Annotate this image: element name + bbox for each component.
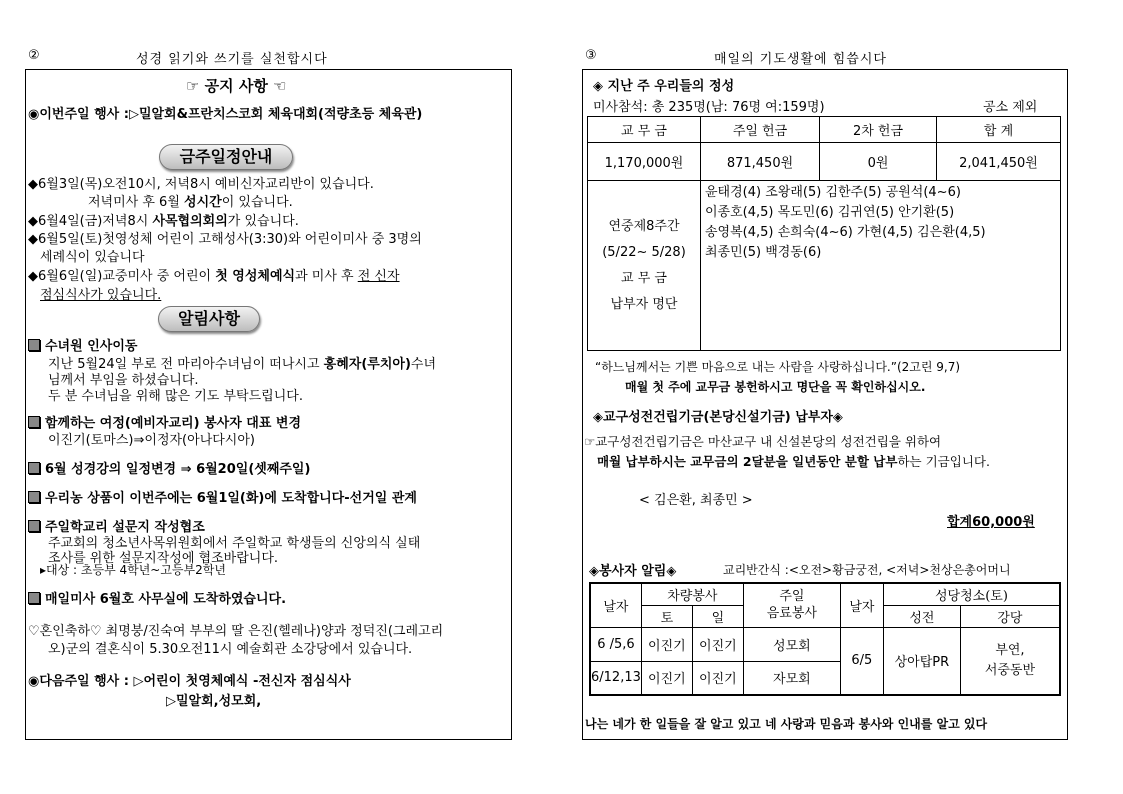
right-panel xyxy=(582,69,1068,740)
col-sun: 일 xyxy=(692,605,743,627)
left-page-header: 성경 읽기와 쓰기를 실천합시다 xyxy=(136,52,328,67)
r2-sat: 이진기 xyxy=(641,661,692,695)
item-5-line-2: 조사를 위한 설문지작성에 협조바랍니다. xyxy=(48,551,279,566)
donor-names: 윤태경(4) 조왕래(5) 김한주(5) 공원석(4~6) 이종호(4,5) 목도민(6) 김귀연(5) 안기환(5) 송영복(4,5) 손희숙(4~6) 가현(4,5) 김은환(4,5) 최종민(5) 백경동(6) xyxy=(701,181,1061,351)
attendance-note: 공소 제외 xyxy=(983,100,1038,115)
square-bullet-icon xyxy=(28,462,40,474)
volunteer-title: ◈봉사자 알림◈ xyxy=(589,564,677,579)
volunteer-table xyxy=(589,582,1061,696)
next-week-event: ◉다음주일 행사 : ▷어린이 첫영체예식 -전신자 점심식사 xyxy=(28,674,351,689)
square-bullet-icon xyxy=(28,520,40,532)
square-bullet-icon xyxy=(28,416,40,428)
volunteer-note: 교리반간식 :<오전>황금궁전, <저녁>천상은총어머니 xyxy=(723,563,1011,577)
schedule-line-3: ◆6월4일(금)저녁8시 사목협의회의가 있습니다. xyxy=(28,214,299,229)
col-date: 날자 xyxy=(590,583,641,627)
item-5-line-1: 주교회의 청소년사목위원회에서 주일학교 학생들의 신앙의식 실태 xyxy=(48,536,421,551)
col-hall: 강당 xyxy=(960,605,1060,627)
left-panel xyxy=(25,69,512,740)
square-bullet-icon xyxy=(28,491,40,503)
schedule-line-5: 세례식이 있습니다 xyxy=(40,250,145,265)
r2-drink: 자모회 xyxy=(743,661,840,695)
header-total: 합 계 xyxy=(937,117,1061,143)
this-week-event: ◉이번주일 행사 :▷밀알회&프란치스코회 체육대회(적량초등 체육관) xyxy=(28,107,423,122)
schedule-line-4: ◆6월5일(토)첫영성체 어린이 고해성사(3:30)와 어린이미사 중 3명의 xyxy=(28,232,422,247)
footer-verse: 나는 네가 한 일들을 잘 알고 있고 네 사랑과 믿음과 봉사와 인내를 알고 있다 xyxy=(585,717,988,731)
quote-2: 매월 첫 주에 교무금 봉헌하시고 명단을 꼭 확인하십시오. xyxy=(625,380,926,394)
notice2-title: 알림사항 xyxy=(158,306,260,332)
col-date2: 날자 xyxy=(840,583,883,627)
value-second: 0원 xyxy=(820,143,937,181)
offering-table xyxy=(587,116,1061,351)
r1-sun: 이진기 xyxy=(692,627,743,661)
square-bullet-icon xyxy=(28,592,40,604)
value-total: 2,041,450원 xyxy=(937,143,1061,181)
square-bullet-icon xyxy=(28,339,40,351)
r1-drink: 성모회 xyxy=(743,627,840,661)
r1-sat: 이진기 xyxy=(641,627,692,661)
clean-hall: 부연, 서중동반 xyxy=(960,627,1060,695)
item-5-title: 주일학교리 설문지 작성협조 xyxy=(28,516,205,535)
item-3-title: 6월 성경강의 일정변경 ⇒ 6월20일(셋째주일) xyxy=(28,458,310,477)
wedding-line-1: ♡혼인축하♡ 최명붕/진숙여 부부의 딸 은진(헬레나)양과 정덕진(그레고리 xyxy=(28,624,444,639)
item-6-title: 매일미사 6월호 사무실에 도착하였습니다. xyxy=(28,588,286,607)
donor-label: 연중제8주간 (5/22~ 5/28) 교 무 금 납부자 명단 xyxy=(588,181,701,351)
item-2-title: 함께하는 여정(예비자교리) 봉사자 대표 변경 xyxy=(28,412,301,431)
fund-line-2: 매월 납부하시는 교무금의 2달분을 일년동안 분할 납부하는 기금입니다. xyxy=(597,454,990,469)
header-tithe: 교 무 금 xyxy=(588,117,701,143)
r2-date: 6/12,13 xyxy=(590,661,641,695)
r2-sun: 이진기 xyxy=(692,661,743,695)
next-week-event-2: ▷밀알회,성모회, xyxy=(166,694,262,709)
item-2-line-1: 이진기(토마스)⇒이정자(아나다시아) xyxy=(48,433,255,448)
value-tithe: 1,170,000원 xyxy=(588,143,701,181)
notice-title: ☞ 공지 사항 ☜ xyxy=(186,77,287,95)
schedule-line-6: ◆6월6일(일)교중미사 중 어린이 첫 영성체예식과 미사 후 전 신자 xyxy=(28,269,400,284)
fund-names: < 김은환, 최종민 > xyxy=(639,493,753,508)
right-page-number: ③ xyxy=(585,48,597,63)
r1-date: 6 /5,6 xyxy=(590,627,641,661)
clean-sanctuary: 상아탑PR xyxy=(883,627,960,695)
wedding-line-2: 오)군의 결혼식이 5.30오전11시 예술회관 소강당에서 있습니다. xyxy=(48,642,413,657)
schedule-title: 금주일정안내 xyxy=(159,144,293,170)
item-1-line-1: 지난 5월24일 부로 전 마리아수녀님이 떠나시고 홍혜자(루치아)수녀 xyxy=(48,357,437,372)
item-5-line-3: ▸대상 : 초등부 4학년~고등부2학년 xyxy=(40,563,226,577)
item-1-title: 수녀원 인사이동 xyxy=(28,335,137,354)
fund-total: 합계60,000원 xyxy=(947,515,1035,530)
col-sanctuary: 성전 xyxy=(883,605,960,627)
col-clean: 성당청소(토) xyxy=(883,583,1060,605)
fund-title: ◈교구성전건립기금(본당신설기금) 납부자◈ xyxy=(593,410,843,425)
attendance: 미사참석: 총 235명(남: 76명 여:159명) xyxy=(593,100,825,115)
item-4-title: 우리농 상품이 이번주에는 6월1일(화)에 도착합니다-선거일 관계 xyxy=(28,487,417,506)
quote: “하느님께서는 기쁜 마음으로 내는 사람을 사랑하십니다.”(2고린 9,7) xyxy=(595,360,961,374)
header-sunday: 주일 헌금 xyxy=(701,117,820,143)
clean-date: 6/5 xyxy=(840,627,883,695)
col-car: 차량봉사 xyxy=(641,583,743,605)
right-page-header: 매일의 기도생활에 힘씁시다 xyxy=(714,52,887,67)
item-1-line-3: 두 분 수녀님을 위해 많은 기도 부탁드립니다. xyxy=(48,389,303,404)
item-1-line-2: 님께서 부임을 하셨습니다. xyxy=(48,373,199,388)
col-sat: 토 xyxy=(641,605,692,627)
value-sunday: 871,450원 xyxy=(701,143,820,181)
fund-line-1: ☞교구성전건립기금은 마산교구 내 신설본당의 성전건립을 위하여 xyxy=(584,434,942,449)
schedule-line-1: ◆6월3일(목)오전10시, 저녁8시 예비신자교리반이 있습니다. xyxy=(28,177,374,192)
header-second: 2차 헌금 xyxy=(820,117,937,143)
left-page-number: ② xyxy=(28,48,40,63)
schedule-line-7: 점심식사가 있습니다. xyxy=(40,288,162,303)
col-drink: 주일 음료봉사 xyxy=(743,583,840,627)
offering-title: ◈ 지난 주 우리들의 정성 xyxy=(593,79,735,94)
schedule-line-2: 저녁미사 후 6월 성시간이 있습니다. xyxy=(88,195,293,210)
